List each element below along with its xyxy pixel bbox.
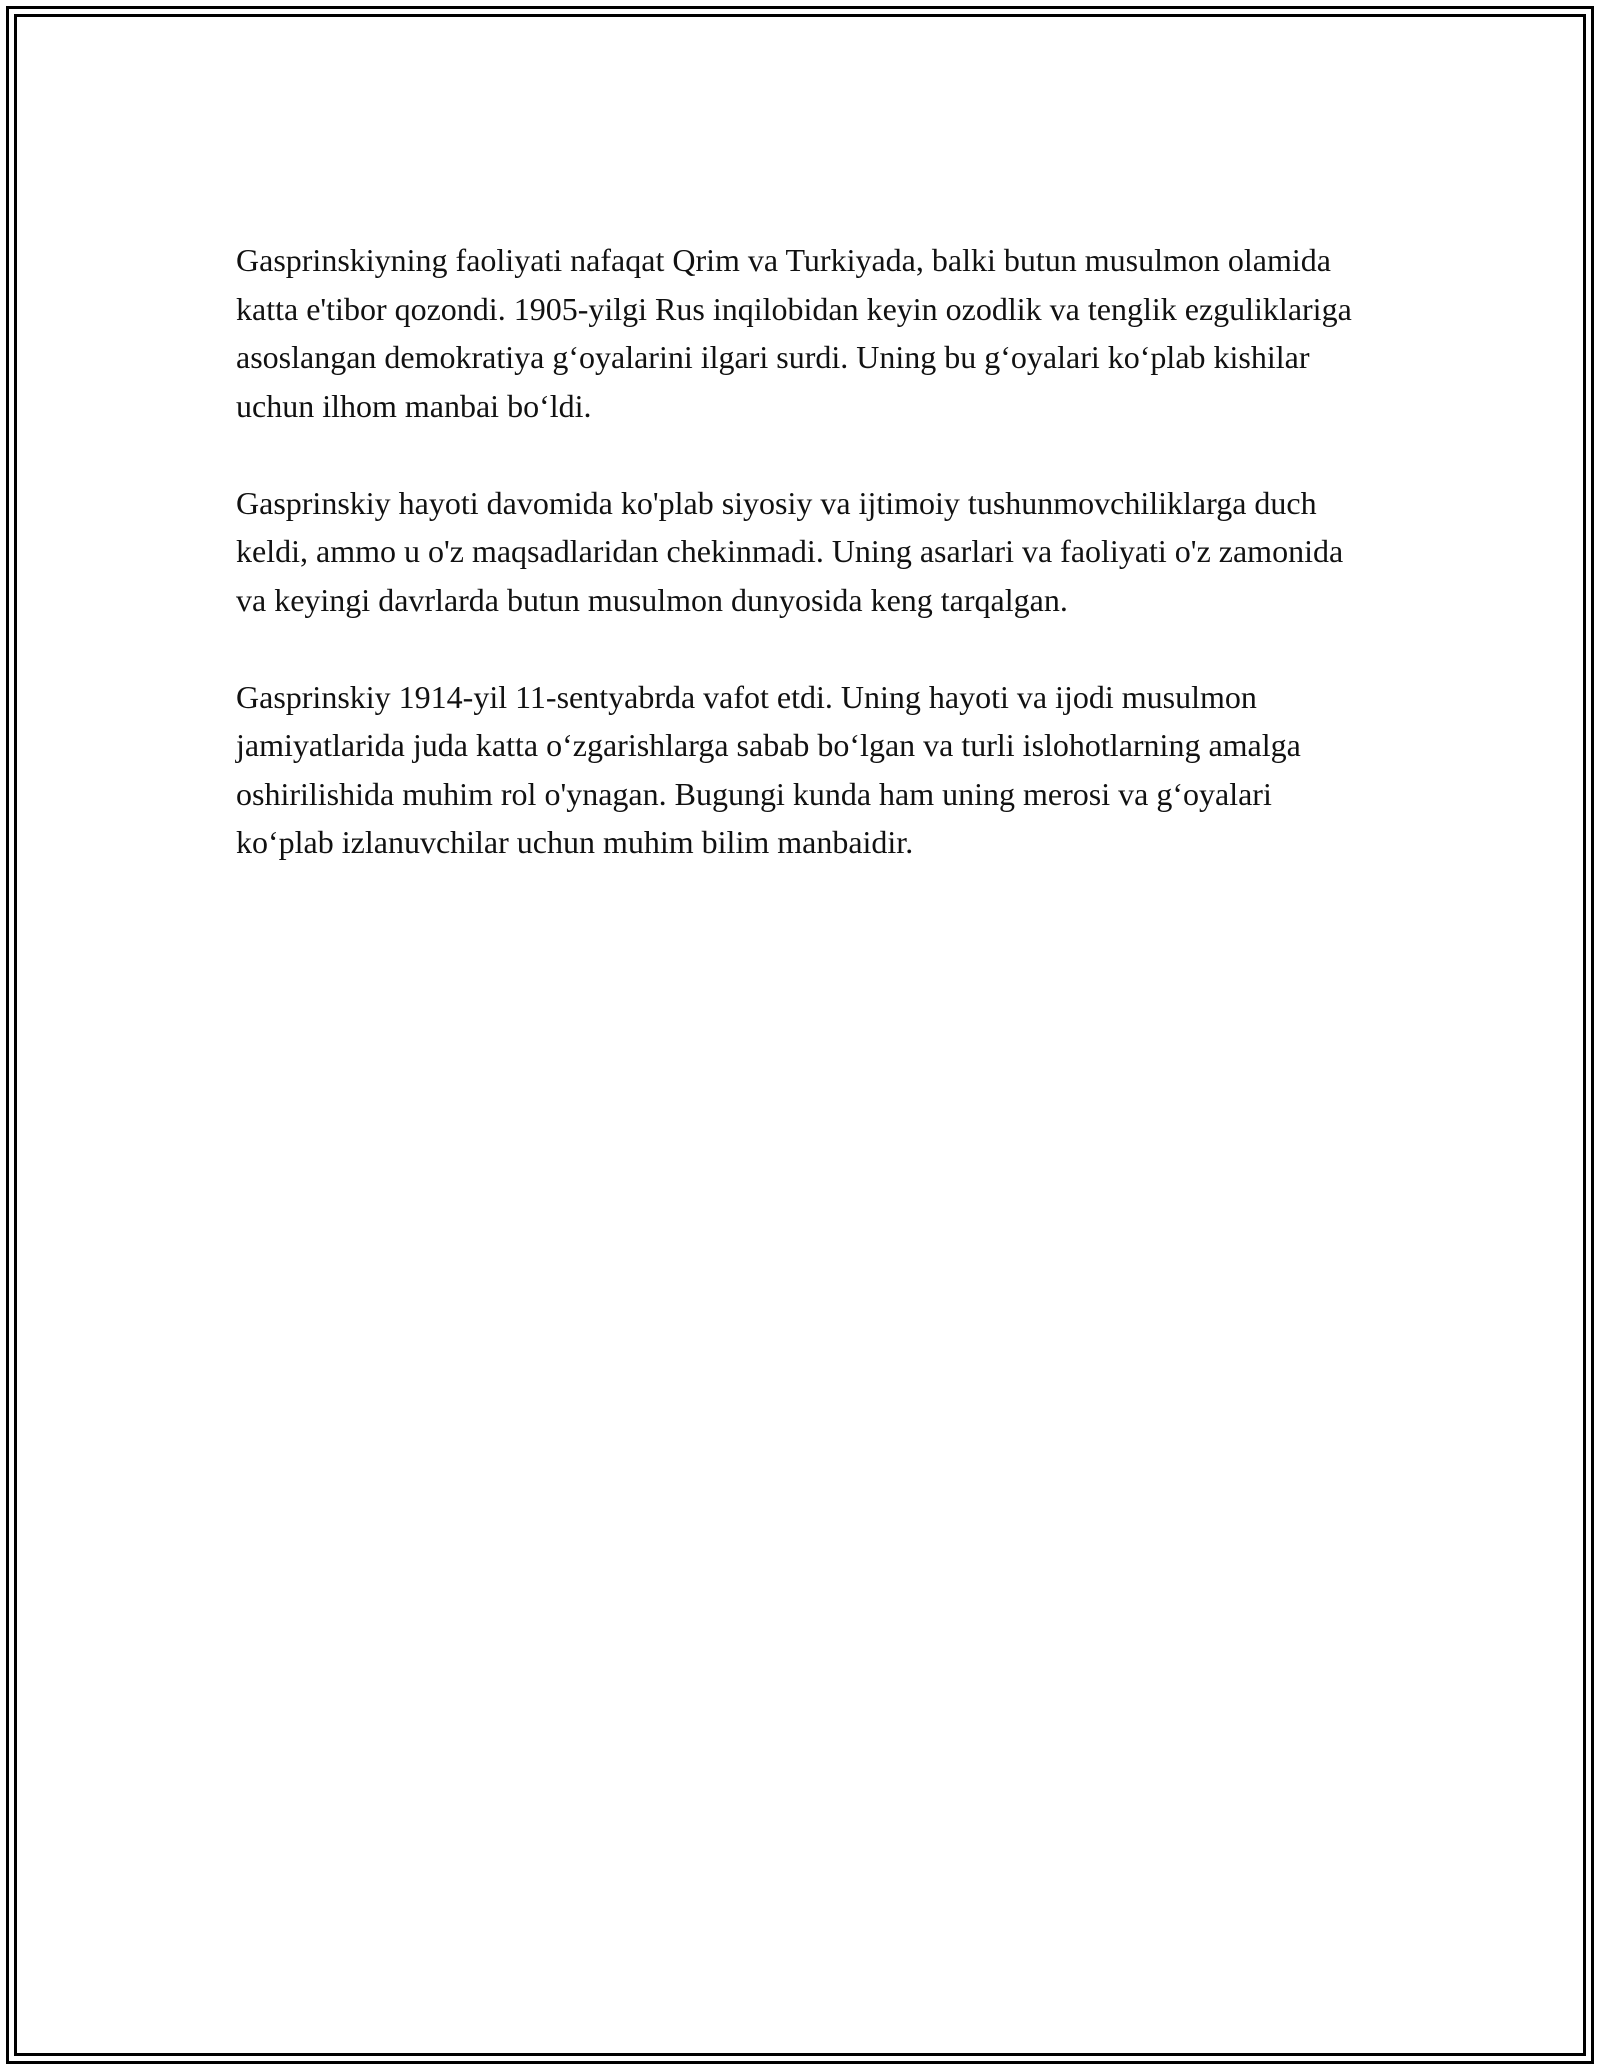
paragraph-2: Gasprinskiy hayoti davomida ko'plab siyosiy va ijtimoiy tushunmovchiliklarga duch keldi, ammo u o'z maqsadlaridan chekinmadi. Uning asarlari va faoliyati o'z zamonida va keyingi davrlarda butun musulmon dunyosida keng tarqalgan. [236,484,1344,618]
paragraph-3: Gasprinskiy 1914-yil 11-sentyabrda vafot etdi. Uning hayoti va ijodi musulmon jamiyatlarida juda katta o‘zgarishlarga sabab bo‘lgan va turli islohotlarning amalga oshirilishida muhim rol o'ynagan. Bugungi kunda ham uning merosi va g‘oyalari ko‘plab izlanuvchilar uchun muhim bilim manbaidir. [236,678,1301,860]
paragraph-1: Gasprinskiyning faoliyati nafaqat Qrim va Turkiyada, balki butun musulmon olamida katta e'tibor qozondi. 1905-yilgi Rus inqilobidan keyin ozodlik va tenglik ezguliklariga asoslangan demokratiya g‘oyalarini ilgari surdi. Uning bu g‘oyalari ko‘plab kishilar uchun ilhom manbai bo‘ldi. [236,242,1352,424]
document-body [236,236,1376,915]
